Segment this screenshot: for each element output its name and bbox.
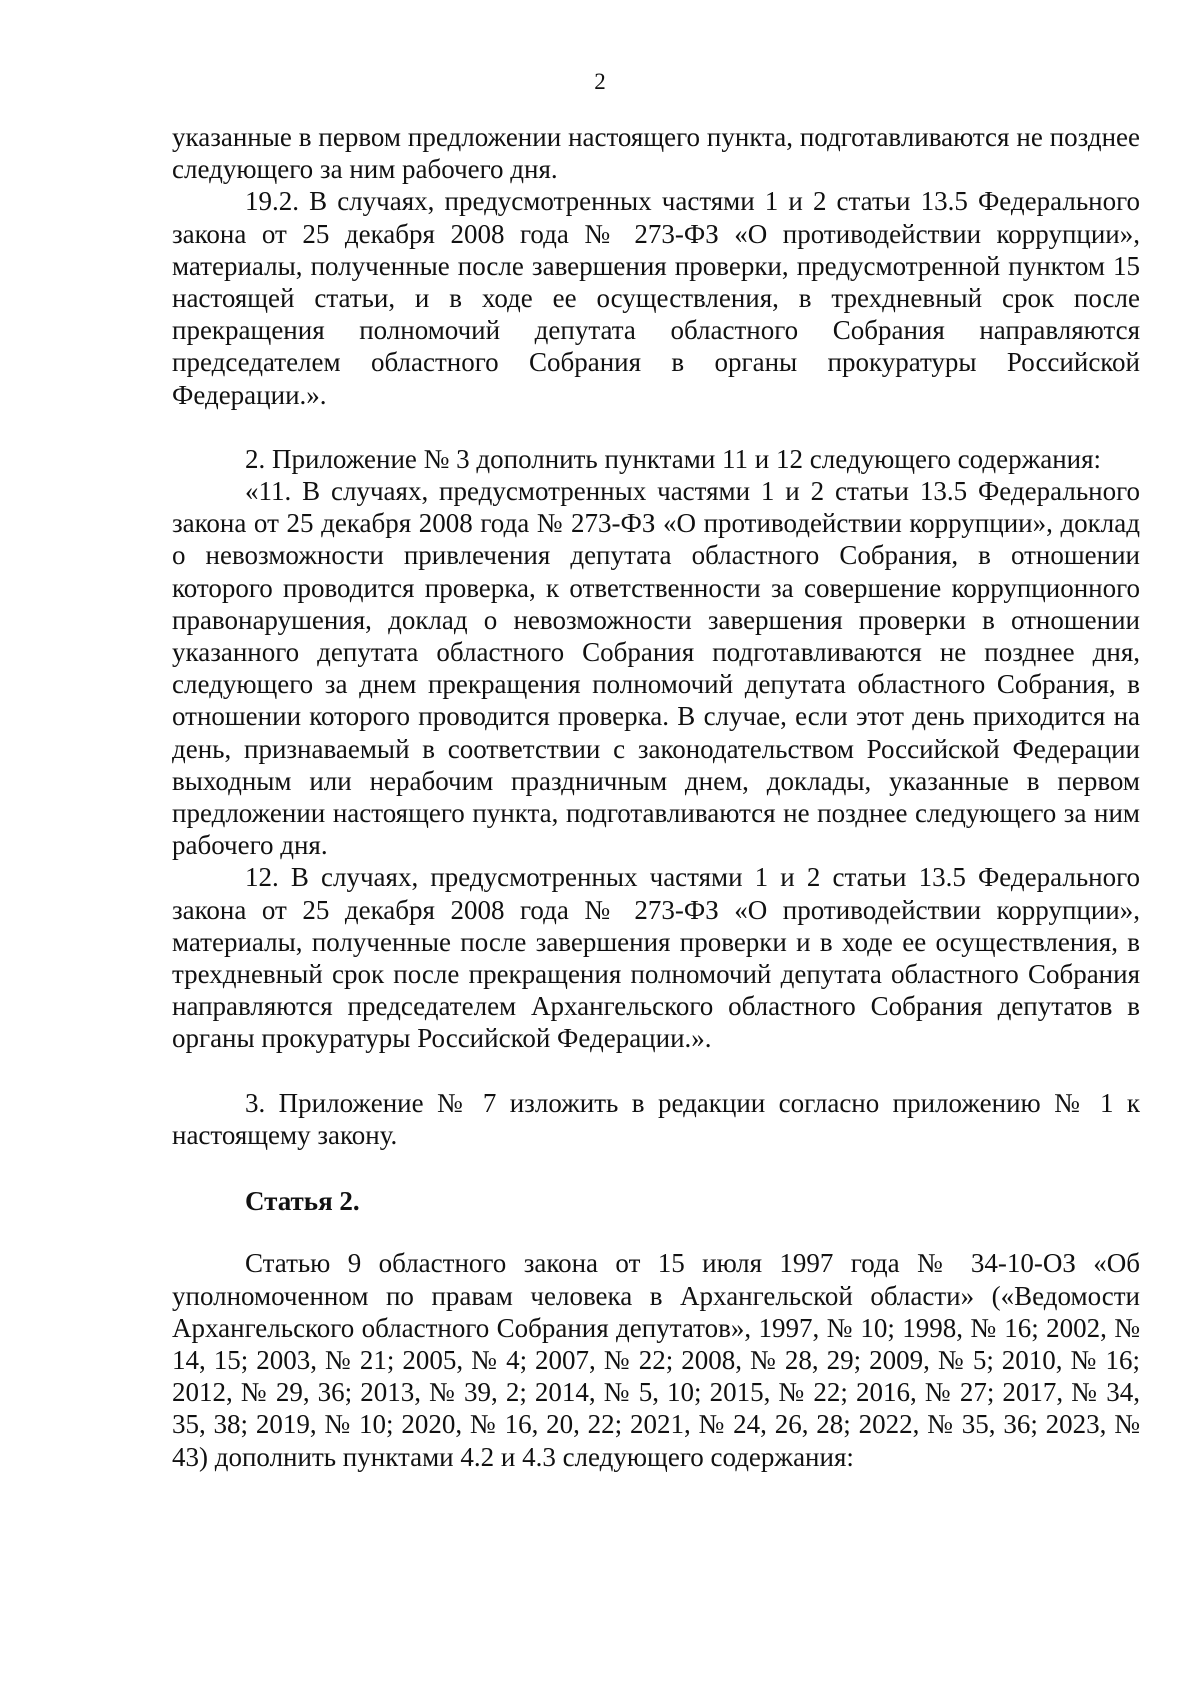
paragraph-continuation: указанные в первом предложении настоящего пункта, подготавливаются не позднее следующего за ним рабочего дня.	[172, 122, 1140, 185]
page-number: 2	[594, 69, 606, 94]
paragraph-point-11: «11. В случаях, предусмотренных частями 1 и 2 статьи 13.5 Федерального закона от 25 декабря 2008 года № 273-ФЗ «О противодействии коррупции», доклад о невозможности привлечения депутата областного Собрания, в отношении которого проводится проверка, к ответственности за совершение коррупционного правонарушения, доклад о невозможности завершения проверки в отношении указанного депутата областного Собрания подготавливаются не позднее дня, следующего за днем прекращения полномочий депутата областного Собрания, в отношении которого проводится проверка. В случае, если этот день приходится на день, признаваемый в соответствии с законодательством Российской Федерации выходным или нерабочим праздничным днем, доклады, указанные в первом предложении настоящего пункта, подготавливаются не позднее следующего за ним рабочего дня.	[172, 476, 1140, 861]
paragraph-article-2-text: Статью 9 областного закона от 15 июля 1997 года № 34-10-ОЗ «Об уполномоченном по правам человека в Архангельской области» («Ведомости Архангельского областного Собрания депутатов», 1997, № 10; 1998, № 16; 2002, № 14, 15; 2003, № 21; 2005, № 4; 2007, № 22; 2008, № 28, 29; 2009, № 5; 2010, № 16; 2012, № 29, 36; 2013, № 39, 2; 2014, № 5, 10; 2015, № 22; 2016, № 27; 2017, № 34, 35, 38; 2019, № 10; 2020, № 16, 20, 22; 2021, № 24, 26, 28; 2022, № 35, 36; 2023, № 43) дополнить пунктами 4.2 и 4.3 следующего содержания:	[172, 1248, 1140, 1472]
paragraph-19-2: 19.2. В случаях, предусмотренных частями 1 и 2 статьи 13.5 Федерального закона от 25 декабря 2008 года № 273-ФЗ «О противодействии коррупции», материалы, полученные после завершения проверки, предусмотренной пунктом 15 настоящей статьи, и в ходе ее осуществления, в трехдневный срок после прекращения полномочий депутата областного Собрания направляются председателем областного Собрания в органы прокуратуры Российской Федерации.».	[172, 186, 1140, 410]
paragraph-item-2: 2. Приложение № 3 дополнить пунктами 11 и 12 следующего содержания:	[245, 443, 1102, 474]
article-heading: Статья 2.	[245, 1186, 360, 1217]
paragraph-point-12: 12. В случаях, предусмотренных частями 1 и 2 статьи 13.5 Федерального закона от 25 декабря 2008 года № 273-ФЗ «О противодействии коррупции», материалы, полученные после завершения проверки и в ходе ее осуществления, в трехдневный срок после прекращения полномочий депутата областного Собрания направляются председателем Архангельского областного Собрания депутатов в органы прокуратуры Российской Федерации.».	[172, 862, 1140, 1054]
paragraph-item-3: 3. Приложение № 7 изложить в редакции согласно приложению № 1 к настоящему закону.	[172, 1087, 1140, 1150]
document-body	[172, 121, 1140, 1473]
